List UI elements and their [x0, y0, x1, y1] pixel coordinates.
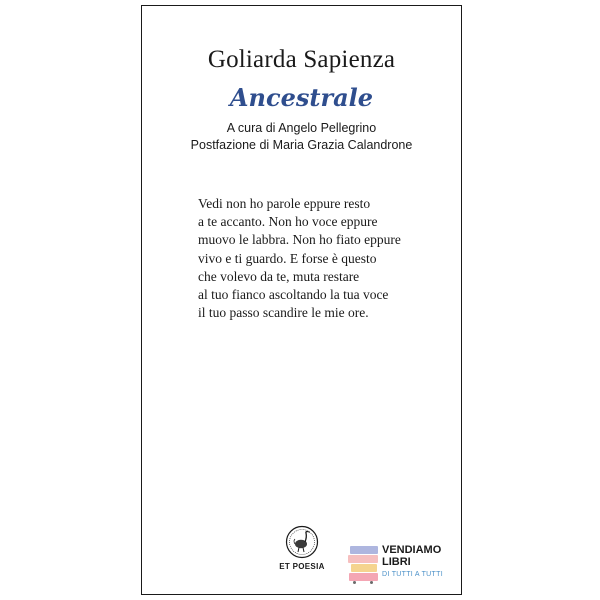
book-stack-cart-icon [348, 544, 378, 584]
poem-line: a te accanto. Non ho voce eppure [198, 214, 378, 230]
author-name: Goliarda Sapienza [207, 46, 396, 73]
poem-line: al tuo fianco ascoltando la tua voce [198, 287, 389, 303]
afterword-credit: Postfazione di Maria Grazia Calandrone [190, 138, 413, 152]
sale-badge [348, 544, 458, 584]
book-cover [141, 5, 462, 595]
badge-text [382, 544, 443, 580]
badge-line-2: LIBRI [382, 556, 411, 568]
poem-line: il tuo passo scandire le mie ore. [198, 305, 369, 321]
einaudi-ostrich-colophon-icon [285, 525, 319, 559]
credits [142, 120, 461, 154]
publisher-mark [273, 525, 331, 571]
poem-excerpt [198, 195, 401, 322]
poem-line: vivo e ti guardo. E forse è questo [198, 250, 377, 266]
poem-line: che volevo da te, muta restare [198, 268, 360, 284]
editor-credit: A cura di Angelo Pellegrino [226, 121, 377, 135]
series-name: ET POESIA [279, 562, 325, 571]
poem-line: Vedi non ho parole eppure resto [198, 196, 371, 211]
badge-line-1: VENDIAMO [382, 544, 442, 556]
book-title: Ancestrale [229, 83, 374, 112]
poem-line: muovo le labbra. Non ho fiato eppure [198, 232, 401, 248]
badge-line-3: DI TUTTI A TUTTI [382, 571, 443, 578]
